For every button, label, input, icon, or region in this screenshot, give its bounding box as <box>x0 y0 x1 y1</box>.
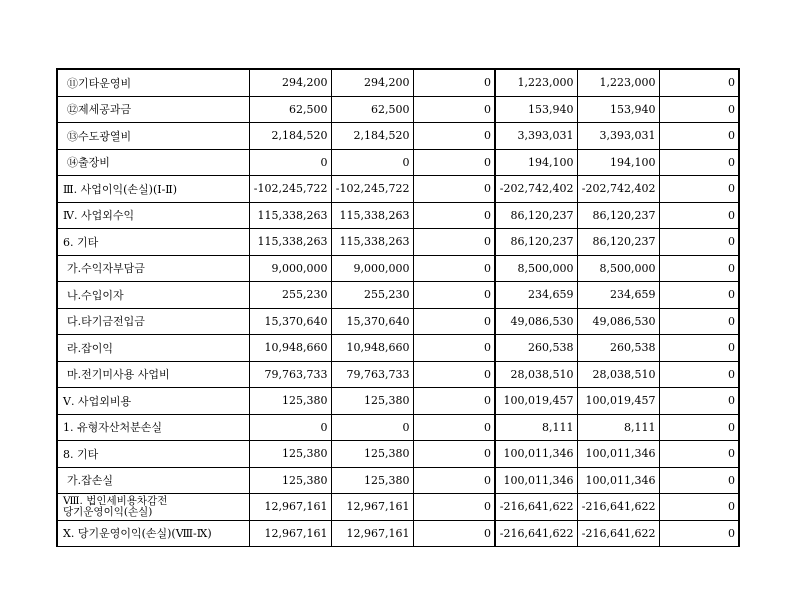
value-cell-col-4: 8,111 <box>495 414 577 441</box>
row-label-text: 8. 기타 <box>63 447 99 461</box>
value-cell-col-6: 0 <box>659 308 739 335</box>
value-cell-col-6: 0 <box>659 441 739 468</box>
value-cell-col-6: 0 <box>659 467 739 494</box>
row-label-text: 다.타기금전입금 <box>67 315 145 329</box>
value-cell-col-5: 28,038,510 <box>577 361 659 388</box>
value-cell-col-2: 9,000,000 <box>331 255 413 282</box>
value-cell-col-6: 0 <box>659 202 739 229</box>
value-cell-col-6: 0 <box>659 335 739 362</box>
value-cell-col-4: 100,019,457 <box>495 388 577 415</box>
value-cell-col-1: 9,000,000 <box>249 255 331 282</box>
value-cell-col-2: 12,967,161 <box>331 494 413 521</box>
value-cell-col-1: 115,338,263 <box>249 229 331 256</box>
value-cell-col-5: 8,500,000 <box>577 255 659 282</box>
row-label-text: ⑬수도광열비 <box>67 129 132 143</box>
value-cell-col-1: 255,230 <box>249 282 331 309</box>
row-label-text: Ⅷ. 법인세비용차감전 <box>63 494 168 507</box>
value-cell-col-3: 0 <box>413 123 495 150</box>
value-cell-col-6: 0 <box>659 96 739 123</box>
row-label-text-line2: 당기운영이익(손실) <box>63 505 153 518</box>
row-label <box>57 388 249 415</box>
value-cell-col-3: 0 <box>413 494 495 521</box>
value-cell-col-6: 0 <box>659 282 739 309</box>
value-cell-col-2: 125,380 <box>331 441 413 468</box>
value-cell-col-4: 49,086,530 <box>495 308 577 335</box>
value-cell-col-6: 0 <box>659 388 739 415</box>
value-cell-col-2: 115,338,263 <box>331 202 413 229</box>
value-cell-col-6: 0 <box>659 149 739 176</box>
value-cell-col-3: 0 <box>413 520 495 547</box>
row-label <box>57 255 249 282</box>
value-cell-col-4: 153,940 <box>495 96 577 123</box>
value-cell-col-2: 115,338,263 <box>331 229 413 256</box>
table-row <box>57 96 739 123</box>
value-cell-col-3: 0 <box>413 441 495 468</box>
value-cell-col-3: 0 <box>413 414 495 441</box>
row-label-text: 6. 기타 <box>63 235 99 249</box>
value-cell-col-1: 62,500 <box>249 96 331 123</box>
value-cell-col-5: 100,019,457 <box>577 388 659 415</box>
table-row <box>57 467 739 494</box>
value-cell-col-4: -216,641,622 <box>495 494 577 521</box>
value-cell-col-5: -202,742,402 <box>577 176 659 203</box>
value-cell-col-1: -102,245,722 <box>249 176 331 203</box>
value-cell-col-5: 86,120,237 <box>577 229 659 256</box>
row-label <box>57 96 249 123</box>
value-cell-col-1: 10,948,660 <box>249 335 331 362</box>
value-cell-col-5: -216,641,622 <box>577 520 659 547</box>
value-cell-col-5: 86,120,237 <box>577 202 659 229</box>
row-label-text: Ⅲ. 사업이익(손실)(Ⅰ-Ⅱ) <box>63 182 178 196</box>
value-cell-col-6: 0 <box>659 255 739 282</box>
value-cell-col-3: 0 <box>413 335 495 362</box>
value-cell-col-2: 12,967,161 <box>331 520 413 547</box>
value-cell-col-3: 0 <box>413 202 495 229</box>
table-row <box>57 149 739 176</box>
table-row <box>57 229 739 256</box>
table-row <box>57 176 739 203</box>
value-cell-col-5: 1,223,000 <box>577 69 659 96</box>
value-cell-col-2: 294,200 <box>331 69 413 96</box>
value-cell-col-4: 28,038,510 <box>495 361 577 388</box>
value-cell-col-1: 0 <box>249 149 331 176</box>
value-cell-col-5: 153,940 <box>577 96 659 123</box>
table-body <box>57 69 739 547</box>
value-cell-col-4: 234,659 <box>495 282 577 309</box>
value-cell-col-2: 62,500 <box>331 96 413 123</box>
row-label <box>57 202 249 229</box>
value-cell-col-4: 1,223,000 <box>495 69 577 96</box>
row-label <box>57 520 249 547</box>
value-cell-col-6: 0 <box>659 69 739 96</box>
value-cell-col-5: 260,538 <box>577 335 659 362</box>
value-cell-col-3: 0 <box>413 388 495 415</box>
row-label <box>57 69 249 96</box>
value-cell-col-4: 194,100 <box>495 149 577 176</box>
value-cell-col-1: 294,200 <box>249 69 331 96</box>
value-cell-col-5: 234,659 <box>577 282 659 309</box>
row-label <box>57 282 249 309</box>
value-cell-col-2: -102,245,722 <box>331 176 413 203</box>
table-row <box>57 441 739 468</box>
value-cell-col-3: 0 <box>413 96 495 123</box>
row-label-text: ⑪기타운영비 <box>67 76 132 90</box>
value-cell-col-1: 125,380 <box>249 388 331 415</box>
value-cell-col-4: -216,641,622 <box>495 520 577 547</box>
value-cell-col-3: 0 <box>413 255 495 282</box>
row-label-text: 라.잡이익 <box>67 341 114 355</box>
value-cell-col-5: 49,086,530 <box>577 308 659 335</box>
value-cell-col-4: 86,120,237 <box>495 229 577 256</box>
value-cell-col-5: -216,641,622 <box>577 494 659 521</box>
row-label-text: Ⅴ. 사업외비용 <box>63 394 132 408</box>
value-cell-col-2: 0 <box>331 149 413 176</box>
value-cell-col-3: 0 <box>413 229 495 256</box>
value-cell-col-3: 0 <box>413 467 495 494</box>
value-cell-col-1: 12,967,161 <box>249 520 331 547</box>
table-row <box>57 388 739 415</box>
value-cell-col-3: 0 <box>413 176 495 203</box>
value-cell-col-6: 0 <box>659 176 739 203</box>
value-cell-col-5: 3,393,031 <box>577 123 659 150</box>
value-cell-col-6: 0 <box>659 123 739 150</box>
row-label <box>57 149 249 176</box>
row-label-text: 1. 유형자산처분손실 <box>63 421 162 435</box>
row-label <box>57 494 249 521</box>
row-label-text: 나.수입이자 <box>67 288 124 302</box>
row-label-text: 가.수익자부담금 <box>67 262 145 276</box>
table-row <box>57 520 739 547</box>
row-label <box>57 467 249 494</box>
value-cell-col-2: 2,184,520 <box>331 123 413 150</box>
row-label-text: 가.잡손실 <box>67 474 114 488</box>
value-cell-col-2: 255,230 <box>331 282 413 309</box>
value-cell-col-3: 0 <box>413 69 495 96</box>
row-label-text: 마.전기미사용 사업비 <box>67 368 170 382</box>
table-row <box>57 282 739 309</box>
value-cell-col-6: 0 <box>659 494 739 521</box>
value-cell-col-3: 0 <box>413 149 495 176</box>
value-cell-col-1: 125,380 <box>249 467 331 494</box>
value-cell-col-4: 100,011,346 <box>495 467 577 494</box>
row-label-text: Ⅳ. 사업외수익 <box>63 209 135 223</box>
row-label <box>57 123 249 150</box>
row-label <box>57 335 249 362</box>
value-cell-col-4: 100,011,346 <box>495 441 577 468</box>
row-label <box>57 361 249 388</box>
value-cell-col-2: 125,380 <box>331 467 413 494</box>
value-cell-col-3: 0 <box>413 361 495 388</box>
value-cell-col-2: 15,370,640 <box>331 308 413 335</box>
row-label-text: ⑫제세공과금 <box>67 103 132 117</box>
row-label <box>57 414 249 441</box>
table-row <box>57 202 739 229</box>
value-cell-col-2: 10,948,660 <box>331 335 413 362</box>
row-label <box>57 229 249 256</box>
value-cell-col-1: 12,967,161 <box>249 494 331 521</box>
value-cell-col-6: 0 <box>659 361 739 388</box>
table-row <box>57 69 739 96</box>
row-label-text: Ⅹ. 당기운영이익(손실)(Ⅷ-Ⅸ) <box>63 527 212 541</box>
row-label <box>57 308 249 335</box>
value-cell-col-4: 86,120,237 <box>495 202 577 229</box>
table-row <box>57 123 739 150</box>
table-row <box>57 308 739 335</box>
value-cell-col-2: 125,380 <box>331 388 413 415</box>
value-cell-col-1: 125,380 <box>249 441 331 468</box>
table-row <box>57 335 739 362</box>
value-cell-col-3: 0 <box>413 308 495 335</box>
value-cell-col-5: 100,011,346 <box>577 467 659 494</box>
value-cell-col-6: 0 <box>659 229 739 256</box>
row-label <box>57 441 249 468</box>
value-cell-col-5: 100,011,346 <box>577 441 659 468</box>
value-cell-col-1: 0 <box>249 414 331 441</box>
value-cell-col-5: 194,100 <box>577 149 659 176</box>
value-cell-col-6: 0 <box>659 414 739 441</box>
value-cell-col-1: 79,763,733 <box>249 361 331 388</box>
value-cell-col-3: 0 <box>413 282 495 309</box>
row-label-text: ⑭출장비 <box>67 156 110 170</box>
table-row <box>57 255 739 282</box>
value-cell-col-4: 260,538 <box>495 335 577 362</box>
value-cell-col-5: 8,111 <box>577 414 659 441</box>
financial-statement-table <box>56 68 740 547</box>
value-cell-col-2: 79,763,733 <box>331 361 413 388</box>
value-cell-col-2: 0 <box>331 414 413 441</box>
table-row <box>57 414 739 441</box>
table-row <box>57 494 739 521</box>
table-row <box>57 361 739 388</box>
value-cell-col-6: 0 <box>659 520 739 547</box>
value-cell-col-1: 115,338,263 <box>249 202 331 229</box>
value-cell-col-4: -202,742,402 <box>495 176 577 203</box>
value-cell-col-4: 3,393,031 <box>495 123 577 150</box>
value-cell-col-1: 15,370,640 <box>249 308 331 335</box>
row-label <box>57 176 249 203</box>
value-cell-col-1: 2,184,520 <box>249 123 331 150</box>
value-cell-col-4: 8,500,000 <box>495 255 577 282</box>
